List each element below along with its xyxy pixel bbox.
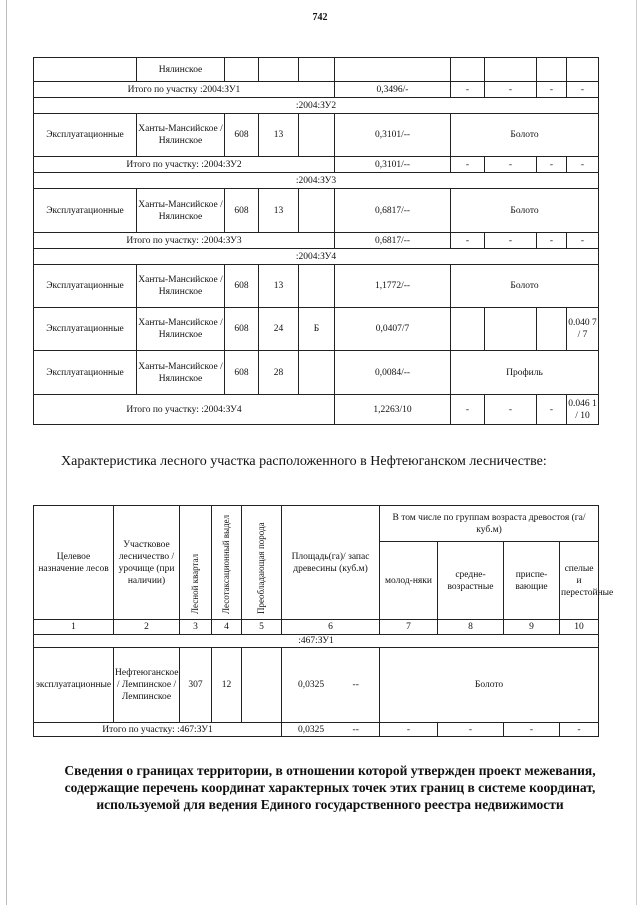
scan-edge-right: [636, 0, 637, 905]
col-young: молод-няки: [380, 542, 438, 620]
section-row: [34, 98, 599, 114]
section-title: Сведения о границах территории, в отношении которой утвержден проект межевания, содержащие перечень координат характерных точек этих границ в системе координат, используемой для ведения Единого государственного реестра недвижимости: [64, 763, 596, 812]
col-species: Преобладающая порода: [242, 506, 282, 620]
total-label: Итого по участку :2004:ЗУ1: [34, 82, 335, 98]
section-label: :2004:ЗУ2: [34, 98, 599, 114]
col-district: Участковое лесничество / урочище (при наличии): [114, 506, 180, 620]
col-area: Площадь(га)/ запас древесины (куб.м): [282, 506, 380, 620]
col-ripening: приспе-вающие: [504, 542, 560, 620]
table-row: Эксплуатационные Ханты-Мансийское / Нялинское 608 13 1,1772/-- Болото: [34, 265, 599, 308]
section-heading: Характеристика лесного участка расположенного в Нефтеюганском лесничестве:: [61, 454, 547, 469]
col-mature: спелые и перестойные: [560, 542, 599, 620]
total-row: Итого по участку: :2004:ЗУ2 0,3101/-- - - - -: [34, 157, 599, 173]
scan-edge-left: [6, 0, 7, 905]
section-row: :467:ЗУ1: [34, 635, 599, 648]
total-row: Итого по участку: :2004:ЗУ4 1,2263/10 - - - 0.046 1 / 10: [34, 395, 599, 425]
table-row: [34, 58, 599, 82]
forest-plot-characteristics-table: [33, 505, 614, 737]
header-row: [34, 506, 599, 542]
total-row: Итого по участку: :2004:ЗУ3 0,6817/-- - - - -: [34, 233, 599, 249]
col-quarter: Лесной квартал: [180, 506, 212, 620]
note-cell: Болото: [451, 114, 599, 157]
table-row: Эксплуатационные Ханты-Мансийское / Нялинское 608 13 0,3101/-- Болото: [34, 114, 599, 157]
total-row: Итого по участку :2004:ЗУ1 0,3496/- - - - -: [34, 82, 599, 98]
col-division: Лесотаксационный выдел: [212, 506, 242, 620]
col-purpose: Целевое назначение лесов: [34, 506, 114, 620]
total-area: 0,3496/-: [335, 82, 451, 98]
section-row: :2004:ЗУ3: [34, 173, 599, 189]
table-row: Эксплуатационные Ханты-Мансийское / Нялинское 608 13 0,6817/-- Болото: [34, 189, 599, 233]
section-row: :2004:ЗУ4: [34, 249, 599, 265]
page-number: 742: [312, 12, 328, 23]
column-number-row: 1 2 3 4 5 6 7 8 9 10: [34, 620, 599, 635]
col-middle: средне-возрастные: [438, 542, 504, 620]
col-age-groups: В том числе по группам возраста древостоя (га/куб.м): [380, 506, 599, 542]
table-row: Эксплуатационные Ханты-Мансийское / Нялинское 608 28 0,0084/-- Профиль: [34, 351, 599, 395]
table-row: эксплуатационные Нефтеюганское / Лемпинское / Лемпинское 307 12 0,0325 -- Болото: [34, 648, 599, 723]
table-row: Эксплуатационные Ханты-Мансийское / Нялинское 608 24 Б 0,0407/7 0.040 7 / 7: [34, 308, 599, 351]
district-cell: Нялинское: [137, 58, 225, 82]
forest-plots-table-continued: [33, 57, 599, 425]
total-row: Итого по участку: :467:ЗУ1 0,0325 -- - - - -: [34, 723, 599, 737]
